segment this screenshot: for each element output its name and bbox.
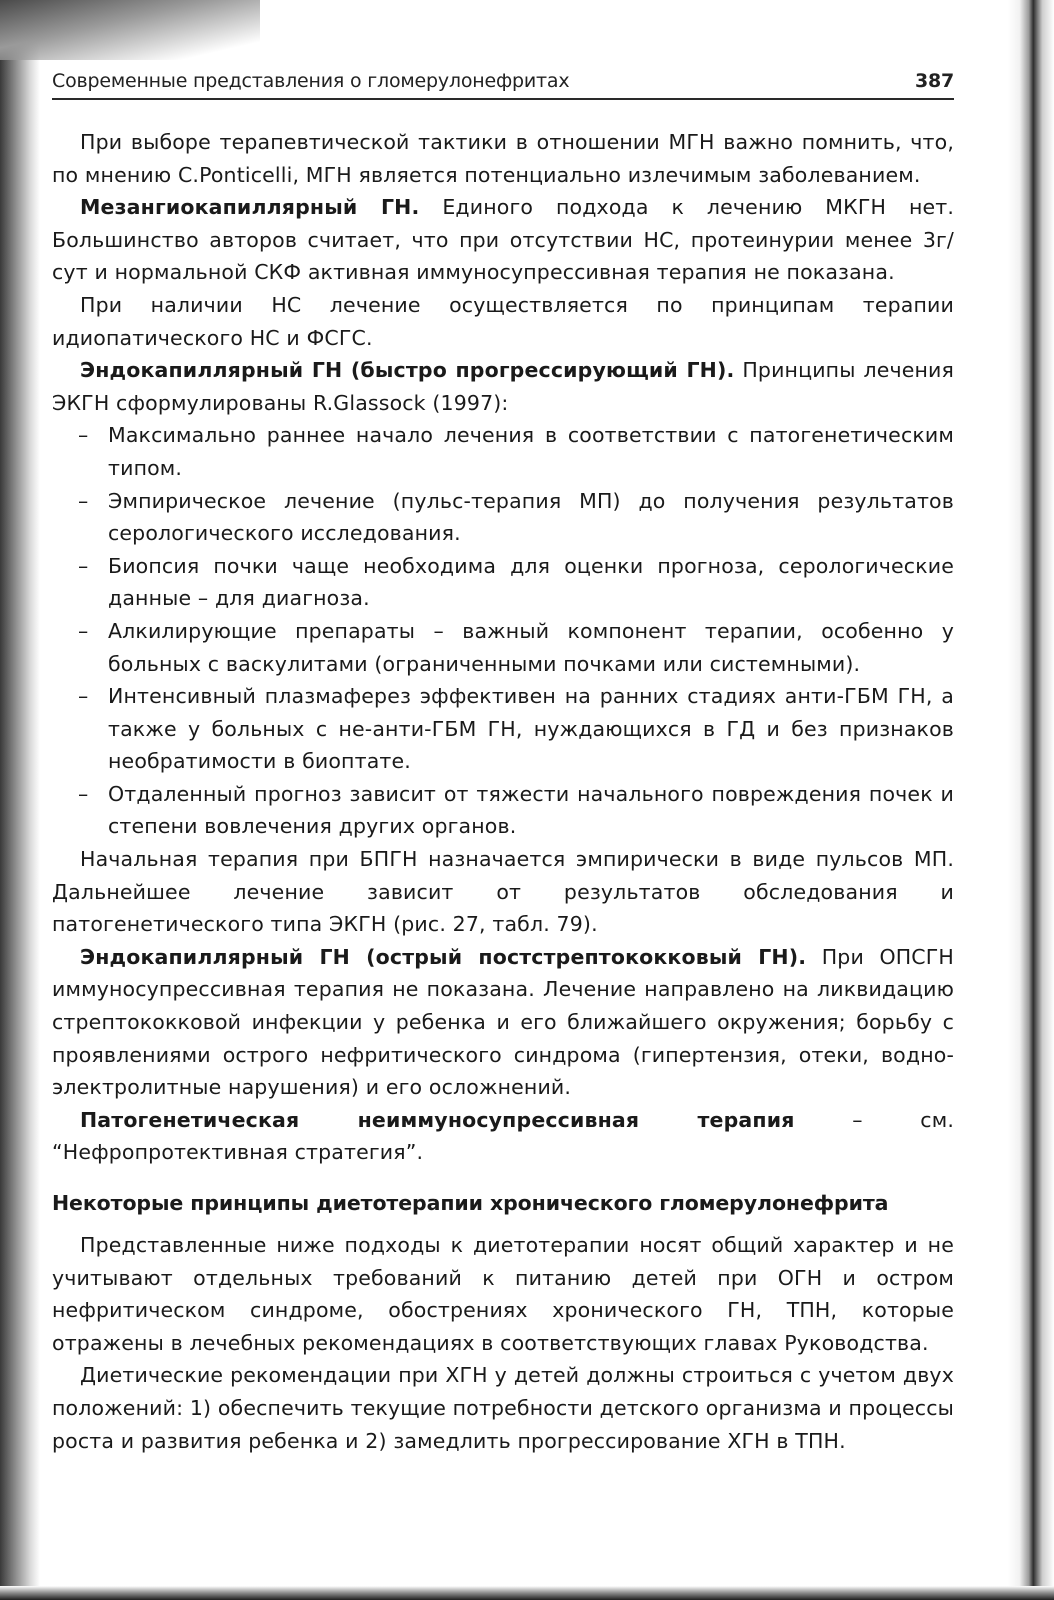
page-number: 387: [914, 70, 954, 92]
paragraph-mgn-note: При выборе терапевтической тактики в отношении МГН важно помнить, что, по мнению C.Ponticelli, МГН является потенциально излечимым заболеванием.: [52, 130, 954, 187]
treatment-principles-list: [52, 419, 954, 843]
paragraph-rpgn: [52, 354, 954, 419]
list-item: [52, 419, 954, 484]
list-item-text: Максимально раннее начало лечения в соответствии с патогенетическим типом.: [108, 423, 954, 480]
list-item: [52, 680, 954, 778]
running-head: [52, 70, 954, 98]
paragraph-post-streptococcal: [52, 941, 954, 1104]
list-item-text: Эмпирическое лечение (пульс-терапия МП) до получения результатов серологического исследования.: [108, 488, 954, 546]
scan-shadow-top: [0, 0, 260, 60]
paragraph-lead-mesangiocapillary: Мезангиокапиллярный ГН.: [80, 195, 420, 220]
list-dash: –: [78, 488, 89, 513]
paragraph-initial-therapy: Начальная терапия при БПГН назначается эмпирически в виде пульсов МП. Дальнейшее лечение зависит от результатов обследования и патогенетического типа ЭКГН (рис. 27, табл. 79).: [52, 847, 954, 937]
paragraph-diet-approaches: Представленные ниже подходы к диетотерапии носят общий характер и не учитывают отдельных требований к питанию детей при ОГН и остром нефритическом синдроме, обострениях хронического ГН, ТПН, которые отражены в лечебных рекомендациях в соответствующих главах Руководства.: [52, 1233, 954, 1355]
paragraph-non-immunosuppressive: [52, 1104, 954, 1169]
list-item: [52, 778, 954, 843]
paragraph-ns-treatment: При наличии НС лечение осуществляется по принципам терапии идиопатического НС и ФСГС.: [52, 292, 954, 350]
paragraph-lead-non-immunosuppressive: Патогенетическая неиммуносупрессивная терапия: [80, 1107, 795, 1132]
book-page: [52, 70, 954, 1457]
scan-page-edge-bottom: [0, 1586, 1054, 1600]
paragraph-text-mesangiocapillary: Единого подхода к лечению МКГН нет. Большинство авторов считает, что при отсутствии НС, протеинурии менее 3г/сут и нормальной СКФ активная иммуносупрессивная терапия не показана.: [52, 195, 955, 285]
scan-shadow-left: [0, 0, 40, 1600]
paragraph-text-non-immunosuppressive: – см. “Нефропротективная стратегия”.: [52, 1107, 955, 1165]
list-item-text: Алкилирующие препараты – важный компонент терапии, особенно у больных с васкулитами (ограниченными почками или системными).: [108, 618, 954, 676]
paragraph-text-post-streptococcal: При ОПСГН иммуносупрессивная терапия не показана. Лечение направлено на ликвидацию стрептококковой инфекции у ребенка и его ближайшего окружения; борьбу с проявлениями острого нефритического синдрома (гипертензия, отеки, водно-электролитные нарушения) и его осложнений.: [52, 944, 954, 1100]
scan-page-edge-right: [1008, 0, 1054, 1600]
running-head-rule: [52, 98, 954, 100]
paragraph-lead-rpgn: Эндокапиллярный ГН (быстро прогрессирующий ГН).: [80, 358, 735, 383]
paragraph-text-rpgn: Принципы лечения ЭКГН сформулированы R.Glassock (1997):: [52, 358, 955, 415]
list-item-text: Биопсия почки чаще необходима для оценки прогноза, серологические данные – для диагноза.: [108, 553, 954, 611]
paragraph-lead-post-streptococcal: Эндокапиллярный ГН (острый постстрептококковый ГН).: [80, 944, 807, 969]
list-item-text: Интенсивный плазмаферез эффективен на ранних стадиях анти-ГБМ ГН, а также у больных с не-анти-ГБМ ГН, нуждающихся в ГД и без признаков необратимости в биоптате.: [108, 684, 954, 774]
list-item: [52, 615, 954, 680]
paragraph-diet-recommendations: Диетические рекомендации при ХГН у детей должны строиться с учетом двух положений: 1) обеспечить текущие потребности детского организма и процессы роста и развития ребенка и 2) замедлить прогрессирование ХГН в ТПН.: [52, 1363, 954, 1453]
list-item-text: Отдаленный прогноз зависит от тяжести начального повреждения почек и степени вовлечения других органов.: [108, 781, 954, 839]
list-dash: –: [78, 423, 89, 448]
list-item: [52, 550, 954, 615]
list-dash: –: [78, 553, 89, 578]
list-dash: –: [78, 684, 89, 709]
list-dash: –: [78, 781, 89, 806]
section-heading: Некоторые принципы диетотерапии хронического гломерулонефрита: [52, 1191, 889, 1215]
list-item: [52, 485, 954, 550]
running-head-title: Современные представления о гломерулонефритах: [52, 70, 570, 92]
list-dash: –: [78, 618, 89, 643]
paragraph-mesangiocapillary: [52, 191, 954, 289]
